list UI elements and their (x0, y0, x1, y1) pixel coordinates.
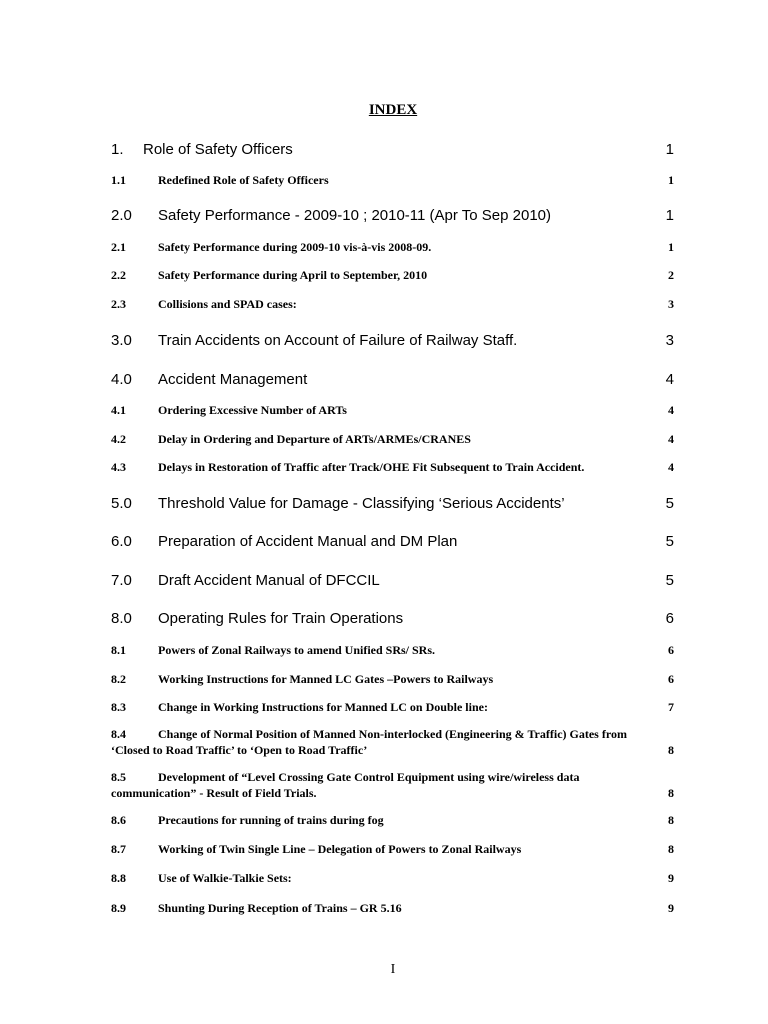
entry-page-number: 4 (668, 460, 674, 474)
entry-number: 3.0 (111, 332, 132, 349)
entry-title: Ordering Excessive Number of ARTs (158, 403, 347, 417)
entry-title: Redefined Role of Safety Officers (158, 173, 329, 187)
entry-number: 7.0 (111, 572, 132, 589)
entry-title: Precautions for running of trains during fog (158, 813, 384, 827)
entry-title: Delays in Restoration of Traffic after Track/OHE Fit Subsequent to Train Accident. (158, 460, 585, 474)
entry-page-number: 1 (665, 141, 674, 158)
entry-number: 4.3 (111, 460, 126, 474)
entry-number: 1.1 (111, 173, 126, 187)
entry-page-number: 6 (668, 643, 674, 657)
entry-page-number: 8 (668, 813, 674, 827)
entry-number: 8.7 (111, 842, 126, 856)
entry-title-continued: communication” - Result of Field Trials. (111, 786, 317, 800)
entry-page-number: 1 (668, 240, 674, 254)
entry-number: 8.3 (111, 700, 126, 714)
entry-title: Working of Twin Single Line – Delegation of Powers to Zonal Railways (158, 842, 522, 856)
entry-page-number: 8 (668, 842, 674, 856)
entry-title: Safety Performance during April to September, 2010 (158, 268, 428, 282)
entry-page-number: 4 (668, 432, 674, 446)
entry-number: 8.9 (111, 901, 126, 915)
entry-number: 4.2 (111, 432, 126, 446)
entry-title: Powers of Zonal Railways to amend Unified SRs/ SRs. (158, 643, 436, 657)
entry-title: Use of Walkie-Talkie Sets: (158, 871, 292, 885)
entry-title: Safety Performance - 2009-10 ; 2010-11 (Apr To Sep 2010) (158, 207, 552, 224)
entry-title: Operating Rules for Train Operations (158, 610, 404, 627)
entry-number: 5.0 (111, 495, 132, 512)
page-footer-number: I (390, 962, 396, 977)
entry-number: 2.2 (111, 268, 126, 282)
entry-title: Threshold Value for Damage - Classifying ‘Serious Accidents’ (158, 495, 565, 512)
entry-title: Working Instructions for Manned LC Gates –Powers to Railways (158, 672, 494, 686)
entry-page-number: 1 (668, 173, 674, 187)
entry-page-number: 7 (668, 700, 674, 714)
entry-title: Draft Accident Manual of DFCCIL (158, 572, 380, 589)
entry-number: 2.3 (111, 297, 126, 311)
entry-page-number: 1 (665, 207, 674, 224)
entry-title: Accident Management (158, 371, 308, 388)
entry-page-number: 9 (668, 871, 674, 885)
entry-page-number: 6 (665, 610, 674, 627)
entry-number: 8.0 (111, 610, 132, 627)
entry-number: 2.0 (111, 207, 132, 224)
entry-page-number: 9 (668, 901, 674, 915)
entry-number: 2.1 (111, 240, 126, 254)
entry-page-number: 8 (668, 786, 674, 800)
entry-page-number: 2 (668, 268, 674, 282)
entry-page-number: 4 (665, 371, 674, 388)
entry-title: Safety Performance during 2009-10 vis-à-vis 2008-09. (158, 240, 432, 254)
entry-title: Change in Working Instructions for Manned LC on Double line: (158, 700, 488, 714)
entry-number: 8.1 (111, 643, 126, 657)
entry-page-number: 4 (668, 403, 674, 417)
entry-number: 8.2 (111, 672, 126, 686)
entry-page-number: 6 (668, 672, 674, 686)
entry-title: Shunting During Reception of Trains – GR 5.16 (158, 901, 402, 915)
entry-title-continued: ‘Closed to Road Traffic’ to ‘Open to Road Traffic’ (111, 743, 368, 757)
entry-number: 4.0 (111, 371, 132, 388)
entry-page-number: 8 (668, 743, 674, 757)
index-heading: INDEX (368, 102, 418, 118)
entry-number: 8.4 (111, 727, 126, 741)
entry-title: Development of “Level Crossing Gate Control Equipment using wire/wireless data (158, 770, 580, 784)
entry-title: Train Accidents on Account of Failure of Railway Staff. (158, 332, 518, 349)
entry-number: 8.8 (111, 871, 126, 885)
entry-number: 1. (111, 141, 124, 158)
entry-page-number: 5 (665, 533, 674, 550)
entry-number: 8.5 (111, 770, 126, 784)
entry-number: 4.1 (111, 403, 126, 417)
entry-number: 6.0 (111, 533, 132, 550)
entry-page-number: 3 (665, 332, 674, 349)
entry-title: Preparation of Accident Manual and DM Plan (158, 533, 458, 550)
entry-page-number: 5 (665, 495, 674, 512)
entry-title: Delay in Ordering and Departure of ARTs/ARMEs/CRANES (158, 432, 471, 446)
entry-page-number: 3 (668, 297, 674, 311)
entry-title: Collisions and SPAD cases: (158, 297, 297, 311)
entry-title: Change of Normal Position of Manned Non-interlocked (Engineering & Traffic) Gates from (158, 727, 627, 741)
entry-title: Role of Safety Officers (143, 141, 293, 158)
entry-page-number: 5 (665, 572, 674, 589)
entry-number: 8.6 (111, 813, 126, 827)
